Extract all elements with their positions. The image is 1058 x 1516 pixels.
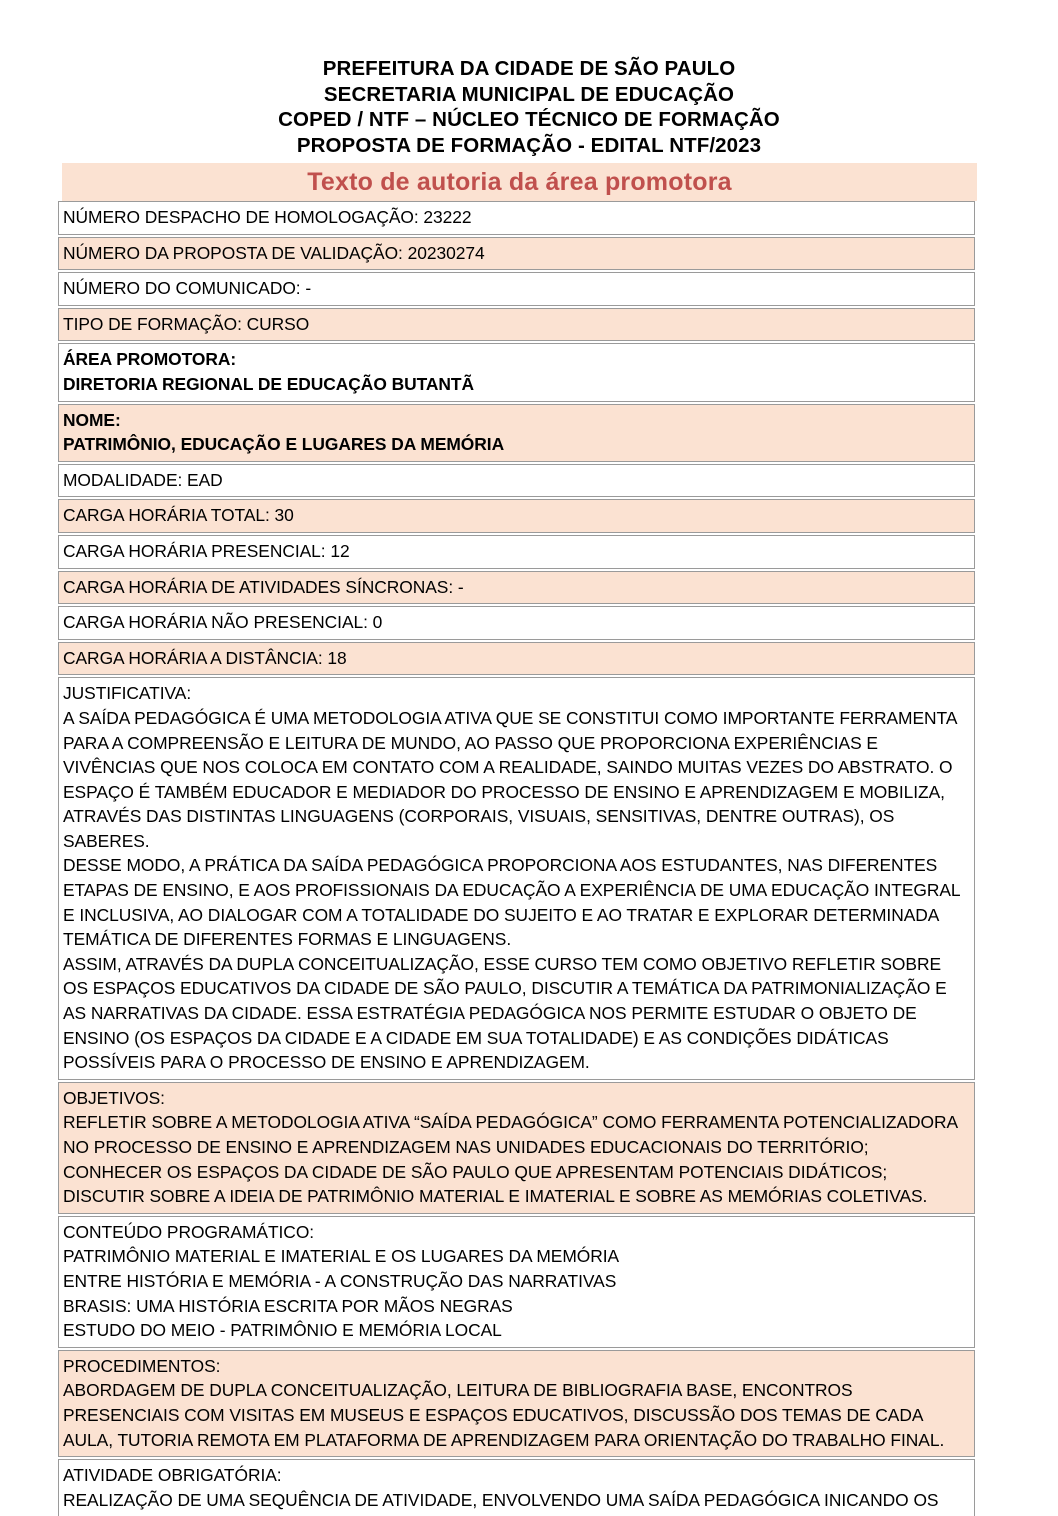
field-row-carga-horaria-presencial: [58, 535, 975, 569]
field-row-atividade-obrigatoria: [58, 1459, 975, 1516]
field-text-line: JUSTIFICATIVA:: [63, 683, 192, 704]
document-header: [0, 0, 1058, 158]
field-text-line: ATIVIDADE OBRIGATÓRIA:: [63, 1465, 282, 1486]
field-text-line: CARGA HORÁRIA A DISTÂNCIA: 18: [63, 647, 347, 668]
field-text-line: PROCEDIMENTOS:: [63, 1355, 221, 1376]
field-row-nome: [58, 404, 975, 462]
section-banner: [62, 163, 977, 201]
field-text-line: NÚMERO DA PROPOSTA DE VALIDAÇÃO: 20230274: [63, 242, 485, 263]
banner-title: Texto de autoria da área promotora: [307, 167, 732, 196]
field-text-line: A SAÍDA PEDAGÓGICA É UMA METODOLOGIA ATIVA QUE SE CONSTITUI COMO IMPORTANTE FERRAMENTA PARA A COMPREENSÃO E LEITURA DE MUNDO, AO PASSO QUE PROPORCIONA EXPERIÊNCIAS E VIVÊNCIAS QUE NOS COLOCA EM CONTATO COM A REALIDADE, SAINDO MUITAS VEZES DO ABSTRATO. O ESPAÇO É TAMBÉM EDUCADOR E MEDIADOR DO PROCESSO DE ENSINO E APRENDIZAGEM E MOBILIZA, ATRAVÉS DAS DISTINTAS LINGUAGENS (CORPORAIS, VISUAIS, SENSITIVAS, DENTRE OUTRAS), OS SABERES.: [63, 707, 957, 851]
header-line-3: COPED / NTF – NÚCLEO TÉCNICO DE FORMAÇÃO: [278, 108, 780, 131]
field-text-line: NÚMERO DESPACHO DE HOMOLOGAÇÃO: 23222: [63, 207, 472, 227]
field-text-line: DISCUTIR SOBRE A IDEIA DE PATRIMÔNIO MATERIAL E IMATERIAL E SOBRE AS MEMÓRIAS COLETIVAS.: [63, 1186, 928, 1207]
field-row-carga-horaria-total: [58, 499, 975, 533]
field-row-carga-horaria-atividades-sincronas: [58, 571, 975, 605]
field-row-carga-horaria-nao-presencial: [58, 606, 975, 640]
header-line-4: PROPOSTA DE FORMAÇÃO - EDITAL NTF/2023: [296, 133, 762, 157]
field-row-carga-horaria-a-distancia: [58, 642, 975, 676]
field-text-line: ÁREA PROMOTORA:: [63, 349, 237, 370]
field-text-line: PATRIMÔNIO MATERIAL E IMATERIAL E OS LUGARES DA MEMÓRIA: [63, 1246, 620, 1267]
field-text-line: CARGA HORÁRIA PRESENCIAL: 12: [63, 540, 350, 561]
field-row-modalidade: [58, 464, 975, 498]
field-text-line: CONTEÚDO PROGRAMÁTICO:: [63, 1221, 315, 1242]
header-line-1: PREFEITURA DA CIDADE DE SÃO PAULO: [322, 57, 736, 80]
field-row-objetivos: [58, 1082, 975, 1214]
field-text-line: REFLETIR SOBRE A METODOLOGIA ATIVA “SAÍDA PEDAGÓGICA” COMO FERRAMENTA POTENCIALIZADORA NO PROCESSO DE ENSINO E APRENDIZAGEM NAS UNIDADES EDUCACIONAIS DO TERRITÓRIO;: [63, 1112, 958, 1157]
field-text-line: MODALIDADE: EAD: [63, 469, 223, 490]
field-text-line: TIPO DE FORMAÇÃO: CURSO: [63, 313, 310, 334]
field-row-numero-despacho-homologacao: [58, 201, 975, 235]
field-text-line: ENTRE HISTÓRIA E MEMÓRIA - A CONSTRUÇÃO DAS NARRATIVAS: [63, 1270, 617, 1291]
field-text-line: CONHECER OS ESPAÇOS DA CIDADE DE SÃO PAULO QUE APRESENTAM POTENCIAIS DIDÁTICOS;: [63, 1161, 888, 1182]
field-text-line: DIRETORIA REGIONAL DE EDUCAÇÃO BUTANTÃ: [63, 373, 474, 394]
field-row-justificativa: [58, 677, 975, 1080]
field-text-line: ASSIM, ATRAVÉS DA DUPLA CONCEITUALIZAÇÃO, ESSE CURSO TEM COMO OBJETIVO REFLETIR SOBRE OS ESPAÇOS EDUCATIVOS DA CIDADE DE SÃO PAULO, DISCUTIR A TEMÁTICA DA PATRIMONIALIZAÇÃO E AS NARRATIVAS DA CIDADE. ESSA ESTRATÉGIA PEDAGÓGICA NOS PERMITE ESTUDAR O OBJETO DE ENSINO (OS ESPAÇOS DA CIDADE E A CIDADE EM SUA TOTALIDADE) E AS CONDIÇÕES DIDÁTICAS POSSÍVEIS PARA O PROCESSO DE ENSINO E APRENDIZAGEM.: [63, 953, 947, 1073]
field-row-conteudo-programatico: [58, 1216, 975, 1348]
field-row-area-promotora: [58, 343, 975, 401]
field-text-line: REALIZAÇÃO DE UMA SEQUÊNCIA DE ATIVIDADE, ENVOLVENDO UMA SAÍDA PEDAGÓGICA INICANDO OS: [63, 1489, 939, 1510]
field-text-line: CARGA HORÁRIA TOTAL: 30: [63, 505, 294, 526]
field-text-line: OBJETIVOS:: [63, 1087, 165, 1108]
field-row-procedimentos: [58, 1350, 975, 1457]
proposal-fields-table: [58, 201, 975, 1516]
field-text-line: CARGA HORÁRIA NÃO PRESENCIAL: 0: [63, 612, 383, 633]
field-text-line: CARGA HORÁRIA DE ATIVIDADES SÍNCRONAS: -: [63, 576, 464, 597]
field-text-line: NOME:: [63, 409, 121, 430]
field-text-line: BRASIS: UMA HISTÓRIA ESCRITA POR MÃOS NEGRAS: [63, 1295, 513, 1316]
field-text-line: ABORDAGEM DE DUPLA CONCEITUALIZAÇÃO, LEITURA DE BIBLIOGRAFIA BASE, ENCONTROS PRESENCIAIS COM VISITAS EM MUSEUS E ESPAÇOS EDUCATIVOS, DISCUSSÃO DOS TEMAS DE CADA AULA, TUTORIA REMOTA EM PLATAFORMA DE APRENDIZAGEM PARA ORIENTAÇÃO DO TRABALHO FINAL.: [63, 1380, 945, 1450]
field-row-numero-proposta-validacao: [58, 237, 975, 271]
field-row-numero-comunicado: [58, 272, 975, 306]
field-row-tipo-de-formacao: [58, 308, 975, 342]
field-text-line: NÚMERO DO COMUNICADO: -: [63, 278, 312, 299]
field-text-line: ESTUDO DO MEIO - PATRIMÔNIO E MEMÓRIA LOCAL: [63, 1320, 502, 1341]
header-line-2: SECRETARIA MUNICIPAL DE EDUCAÇÃO: [323, 82, 735, 106]
field-text-line: PATRIMÔNIO, EDUCAÇÃO E LUGARES DA MEMÓRIA: [63, 434, 505, 455]
field-text-line: DESSE MODO, A PRÁTICA DA SAÍDA PEDAGÓGICA PROPORCIONA AOS ESTUDANTES, NAS DIFERENTES ETAPAS DE ENSINO, E AOS PROFISSIONAIS DA EDUCAÇÃO A EXPERIÊNCIA DE UMA EDUCAÇÃO INTEGRAL E INCLUSIVA, AO DIALOGAR COM A TOTALIDADE DO SUJEITO E AO TRATAR E EXPLORAR DETERMINADA TEMÁTICA DE DIFERENTES FORMAS E LINGUAGENS.: [63, 855, 960, 950]
